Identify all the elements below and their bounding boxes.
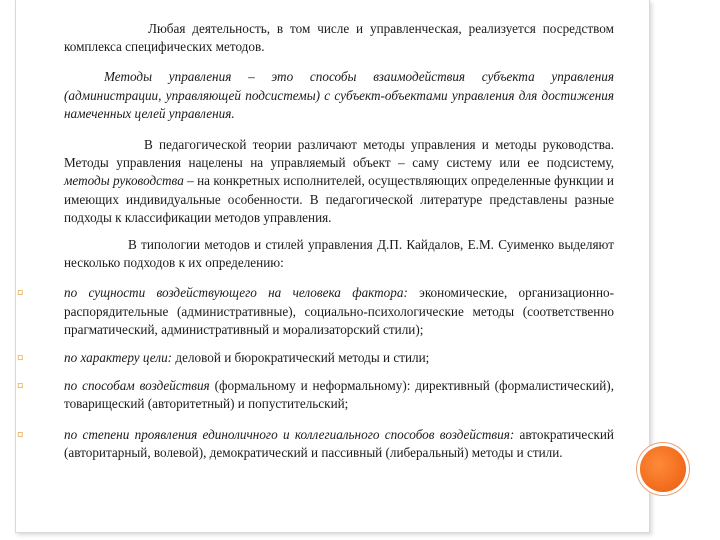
list-item-text: автократический (авторитарный, волевой), демократический и пассивный (либеральный) методы и стили. [64, 426, 614, 460]
list-item [17, 377, 614, 413]
list-item-emphasis: по степени проявления единоличного и коллегиального способов воздействия: [64, 426, 515, 442]
typology-paragraph: В типологии методов и стилей управления Д.П. Кайдалов, Е.М. Суименко выделяют несколько подходов к их определению: [64, 237, 614, 271]
bullet-icon: ¤ [17, 285, 24, 301]
list-item-emphasis: по способам воздействия [64, 378, 210, 394]
intro-paragraph: Любая деятельность, в том числе и управленческая, реализуется посредством комплекса специфических методов. [64, 21, 614, 55]
theory-text-b: – на конкретных исполнителей, осуществляющих определенные функции и имеющих индивидуальные особенности. В педагогической литературе представлены разные подходы к классификации методов управления. [64, 173, 614, 225]
list-item [17, 284, 614, 339]
bullet-icon: ¤ [17, 426, 24, 442]
list-item [17, 349, 614, 367]
list-item [17, 426, 614, 462]
list-item-text: экономические, организационно-распорядительные (административные), социально-психологические методы (соответственно прагматический, административный и морализаторский стили); [64, 285, 614, 337]
theory-emphasis: методы руководства [64, 173, 184, 189]
theory-paragraph [64, 136, 614, 227]
approach-list [17, 284, 614, 462]
slide-content [17, 20, 614, 462]
list-item-emphasis: по характеру цели: [64, 350, 173, 366]
theory-text-a: В педагогической теории различают методы управления и методы руководства. Методы управления нацелены на управляемый объект – саму систему или ее подсистему, [64, 137, 614, 171]
bullet-icon: ¤ [17, 378, 24, 394]
list-item-text: деловой и бюрократический методы и стили; [172, 350, 430, 366]
list-item-text: (формальному и неформальному): директивный (формалистический), товарищеский (авторитетный) и попустительский; [64, 378, 614, 412]
orange-circle-decoration [640, 446, 686, 492]
definition-paragraph: Методы управления – это способы взаимодействия субъекта управления (администрации, управляющей подсистемы) с субъект-объектами управления для достижения намеченных целей управления. [64, 69, 614, 121]
list-item-emphasis: по сущности воздействующего на человека фактора: [64, 285, 408, 301]
bullet-icon: ¤ [17, 350, 24, 366]
